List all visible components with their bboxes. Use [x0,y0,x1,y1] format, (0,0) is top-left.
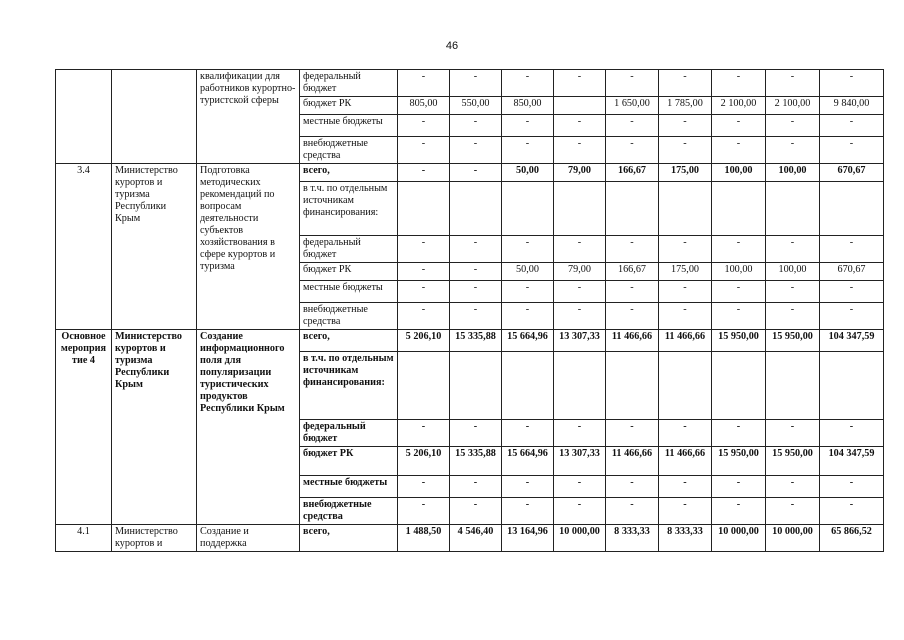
value-cell: - [606,70,659,97]
value-cell: 50,00 [502,164,554,182]
value-cell [712,182,766,236]
value-cell: - [398,70,450,97]
value-cell [820,352,884,420]
value-cell [606,182,659,236]
value-cell: - [398,420,450,447]
responsible-org: Министерство курортов и туризма Республики Крым [112,164,197,330]
value-cell: - [450,420,502,447]
value-cell: 670,67 [820,263,884,281]
value-cell: - [820,137,884,164]
value-cell [398,352,450,420]
funding-source: в т.ч. по отдельным источникам финансирования: [300,182,398,236]
value-cell: - [502,115,554,137]
value-cell [820,182,884,236]
responsible-org: Министерство курортов и туризма Республики Крым [112,330,197,525]
value-cell [766,182,820,236]
responsible-org: Министерство курортов и [112,525,197,552]
value-cell: 8 333,33 [659,525,712,552]
value-cell: - [502,236,554,263]
value-cell: - [502,498,554,525]
value-cell: - [766,498,820,525]
value-cell: - [712,420,766,447]
measure-name: квалификации для работников курортно-туристской сферы [197,70,300,164]
value-cell: 10 000,00 [766,525,820,552]
value-cell: 4 546,40 [450,525,502,552]
value-cell: - [712,498,766,525]
value-cell: 5 206,10 [398,330,450,352]
value-cell: - [659,476,712,498]
page-number: 46 [445,40,459,52]
value-cell: 104 347,59 [820,330,884,352]
value-cell: - [766,476,820,498]
value-cell: - [712,236,766,263]
value-cell: 15 335,88 [450,447,502,476]
value-cell: - [398,236,450,263]
measure-name: Подготовка методических рекомендаций по вопросам деятельности субъектов хозяйствования в сфере курортов и туризма [197,164,300,330]
value-cell: 15 950,00 [766,447,820,476]
value-cell: 15 950,00 [712,447,766,476]
value-cell: - [820,236,884,263]
value-cell [554,352,606,420]
value-cell: - [450,476,502,498]
value-cell: 15 950,00 [766,330,820,352]
item-number: 4.1 [56,525,112,552]
value-cell: 15 664,96 [502,447,554,476]
value-cell: 13 307,33 [554,330,606,352]
value-cell: - [606,420,659,447]
funding-source: внебюджетные средства [300,303,398,330]
value-cell: - [554,70,606,97]
value-cell: 13 307,33 [554,447,606,476]
value-cell: - [554,115,606,137]
funding-source: всего, [300,164,398,182]
value-cell: - [659,236,712,263]
value-cell: - [450,303,502,330]
item-number: 3.4 [56,164,112,330]
value-cell: - [766,303,820,330]
value-cell: - [554,476,606,498]
value-cell: - [502,303,554,330]
value-cell: - [554,303,606,330]
value-cell: 15 950,00 [712,330,766,352]
value-cell: - [398,137,450,164]
value-cell [450,182,502,236]
value-cell: - [450,115,502,137]
value-cell: - [398,164,450,182]
measure-name: Создание информационного поля для популяризации туристических продуктов Республики Крым [197,330,300,525]
item-number: Основное мероприятие 4 [56,330,112,525]
value-cell: - [606,476,659,498]
value-cell: - [502,476,554,498]
value-cell: - [450,137,502,164]
value-cell: - [398,263,450,281]
value-cell: - [502,420,554,447]
value-cell: 79,00 [554,263,606,281]
value-cell: - [820,498,884,525]
value-cell: - [606,115,659,137]
value-cell: - [766,236,820,263]
value-cell: 10 000,00 [712,525,766,552]
value-cell: - [766,281,820,303]
value-cell: - [766,115,820,137]
value-cell: 100,00 [712,164,766,182]
value-cell: - [820,476,884,498]
value-cell: 10 000,00 [554,525,606,552]
value-cell: - [554,236,606,263]
value-cell: 175,00 [659,164,712,182]
value-cell: 65 866,52 [820,525,884,552]
value-cell: - [659,281,712,303]
funding-source: местные бюджеты [300,281,398,303]
funding-source: местные бюджеты [300,476,398,498]
value-cell: - [398,281,450,303]
table-row [56,70,884,97]
value-cell: 13 164,96 [502,525,554,552]
value-cell: - [450,498,502,525]
value-cell: 100,00 [766,164,820,182]
funding-source: местные бюджеты [300,115,398,137]
funding-source: бюджет РК [300,97,398,115]
value-cell: - [659,70,712,97]
funding-source: федеральный бюджет [300,420,398,447]
value-cell: 50,00 [502,263,554,281]
item-number [56,70,112,164]
value-cell: - [606,498,659,525]
value-cell: - [398,498,450,525]
value-cell: - [820,70,884,97]
value-cell: 2 100,00 [712,97,766,115]
value-cell: - [766,70,820,97]
value-cell [398,182,450,236]
value-cell: - [450,164,502,182]
funding-source: федеральный бюджет [300,236,398,263]
value-cell: - [450,263,502,281]
value-cell: 5 206,10 [398,447,450,476]
value-cell: - [659,303,712,330]
responsible-org [112,70,197,164]
value-cell: - [820,303,884,330]
value-cell: 79,00 [554,164,606,182]
value-cell: - [554,281,606,303]
value-cell: - [712,115,766,137]
value-cell: - [606,236,659,263]
value-cell [659,352,712,420]
funding-source: в т.ч. по отдельным источникам финансирования: [300,352,398,420]
funding-source: всего, [300,330,398,352]
funding-source: бюджет РК [300,447,398,476]
value-cell: 11 466,66 [606,330,659,352]
funding-source: внебюджетные средства [300,498,398,525]
value-cell: - [398,476,450,498]
budget-table [55,69,884,552]
value-cell: - [659,498,712,525]
value-cell: 805,00 [398,97,450,115]
table-row [56,525,884,552]
value-cell: 15 664,96 [502,330,554,352]
value-cell: - [450,70,502,97]
value-cell [712,352,766,420]
measure-name: Создание и поддержка [197,525,300,552]
value-cell: 670,67 [820,164,884,182]
value-cell: 550,00 [450,97,502,115]
value-cell: - [766,420,820,447]
value-cell: 100,00 [712,263,766,281]
value-cell: 104 347,59 [820,447,884,476]
table-row [56,164,884,182]
value-cell: - [659,420,712,447]
value-cell: - [659,115,712,137]
value-cell: - [712,70,766,97]
value-cell: 8 333,33 [606,525,659,552]
value-cell: 15 335,88 [450,330,502,352]
value-cell: 166,67 [606,263,659,281]
value-cell: - [554,498,606,525]
value-cell: - [820,420,884,447]
value-cell: - [712,303,766,330]
value-cell: - [606,137,659,164]
value-cell [502,182,554,236]
value-cell [450,352,502,420]
value-cell: 850,00 [502,97,554,115]
table-row [56,330,884,352]
value-cell: - [502,70,554,97]
value-cell: 11 466,66 [606,447,659,476]
value-cell: - [450,236,502,263]
value-cell: - [712,137,766,164]
value-cell: 175,00 [659,263,712,281]
value-cell: 11 466,66 [659,447,712,476]
value-cell [766,352,820,420]
value-cell: 2 100,00 [766,97,820,115]
value-cell: 166,67 [606,164,659,182]
value-cell: - [820,115,884,137]
value-cell [554,97,606,115]
value-cell [606,352,659,420]
value-cell: 100,00 [766,263,820,281]
value-cell: - [712,476,766,498]
value-cell: - [554,137,606,164]
value-cell: 1 785,00 [659,97,712,115]
value-cell: - [502,281,554,303]
value-cell: - [606,281,659,303]
funding-source: федеральный бюджет [300,70,398,97]
value-cell: - [502,137,554,164]
value-cell: - [659,137,712,164]
value-cell: 1 650,00 [606,97,659,115]
value-cell: - [766,137,820,164]
value-cell: - [398,303,450,330]
value-cell: - [712,281,766,303]
value-cell [502,352,554,420]
value-cell: - [554,420,606,447]
value-cell: - [398,115,450,137]
value-cell: 11 466,66 [659,330,712,352]
value-cell: - [606,303,659,330]
value-cell [659,182,712,236]
value-cell [554,182,606,236]
value-cell: - [450,281,502,303]
value-cell: - [820,281,884,303]
funding-source: всего, [300,525,398,552]
funding-source: внебюджетные средства [300,137,398,164]
value-cell: 1 488,50 [398,525,450,552]
value-cell: 9 840,00 [820,97,884,115]
funding-source: бюджет РК [300,263,398,281]
